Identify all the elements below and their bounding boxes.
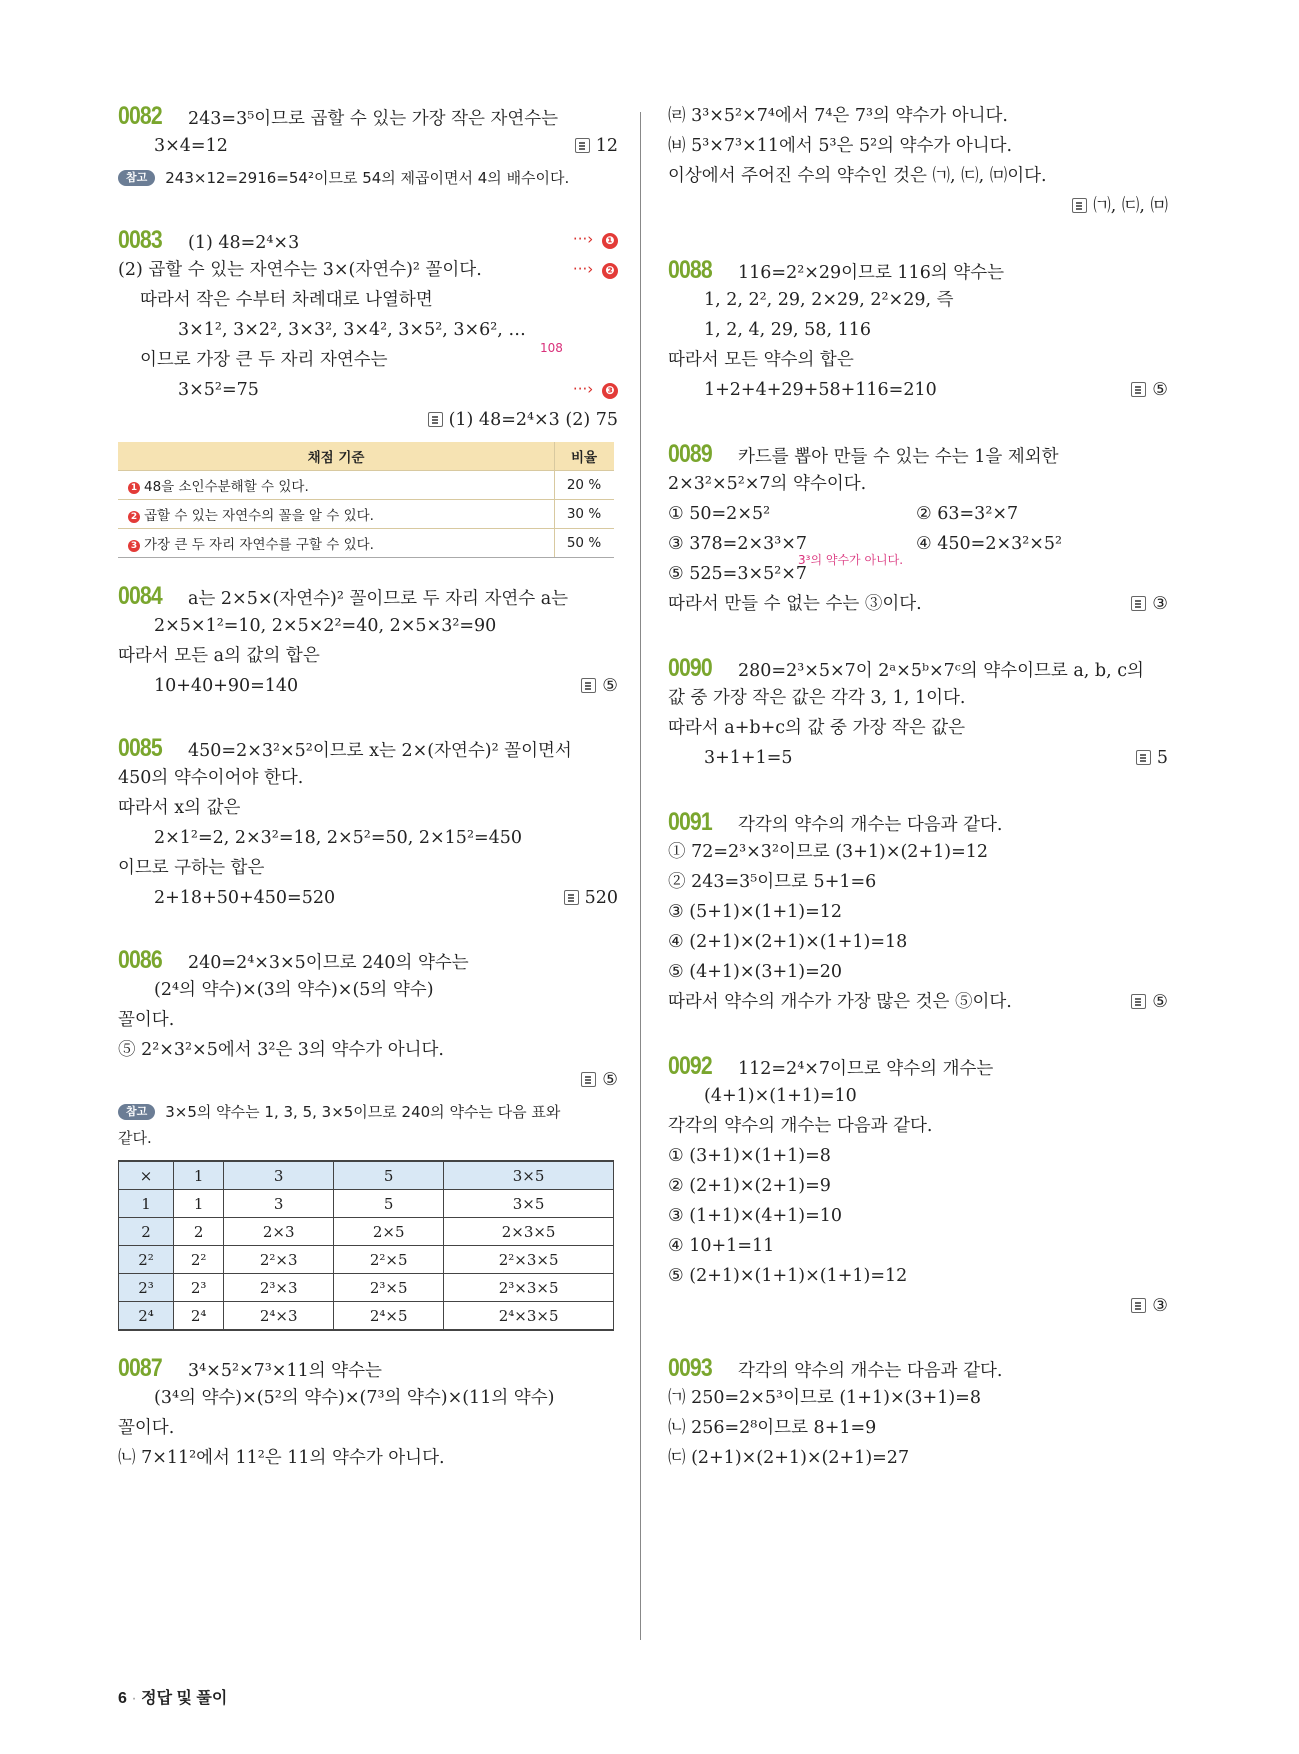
grading-table	[118, 442, 614, 558]
problem-0093-line4: ㈂ (2+1)×(2+1)×(2+1)=27	[668, 1448, 910, 1468]
problem-0090-line3: 따라서 a+b+c의 값 중 가장 작은 값은	[668, 718, 965, 738]
problem-0088-line2: 1, 2, 2², 29, 2×29, 2²×29, 즉	[704, 290, 954, 310]
option-5: ⑤ 525=3×5²×7	[668, 564, 808, 584]
answer-0083	[428, 408, 618, 432]
table-cell: 2×3	[224, 1218, 334, 1246]
table-cell: 2⁴	[174, 1302, 224, 1331]
mark-circle: ❶	[602, 233, 618, 249]
answer-icon	[1131, 382, 1146, 397]
grading-row	[118, 471, 614, 500]
answer-0090	[1136, 746, 1168, 770]
problem-0083-line6: 3×5²=75	[178, 380, 259, 400]
mark-circle: ❸	[602, 383, 618, 399]
text: 240=2⁴×3×5이므로 240의 약수는	[188, 953, 469, 973]
answer-0089	[1131, 592, 1168, 616]
answer-icon	[1131, 994, 1146, 1009]
problem-0087-cont-line1: ㈃ 3³×5²×7⁴에서 7⁴은 7³의 약수가 아니다.	[668, 106, 1008, 126]
problem-0093-line2: ㈀ 250=2×5³이므로 (1+1)×(3+1)=8	[668, 1388, 981, 1408]
footer-title: 정답 및 풀이	[141, 1690, 228, 1707]
answer-icon	[1131, 596, 1146, 611]
answer-icon	[575, 138, 590, 153]
answer-0085	[564, 886, 618, 910]
separator-dot: ·	[131, 1690, 137, 1707]
problem-0092-line4: ① (3+1)×(1+1)=8	[668, 1146, 831, 1166]
problem-0085-line4: 2×1²=2, 2×3²=18, 2×5²=50, 2×15²=450	[154, 828, 523, 848]
problem-0092-line2: (4+1)×(1+1)=10	[704, 1086, 857, 1106]
table-cell: 2³×5	[334, 1274, 444, 1302]
note-text: 243×12=2916=54²이므로 54의 제곱이면서 4의 배수이다.	[165, 169, 570, 187]
answer-text: 12	[595, 136, 618, 156]
table-cell: 2²×3×5	[444, 1246, 614, 1274]
answer-0088	[1131, 378, 1168, 402]
problem-0086-line2: (2⁴의 약수)×(3의 약수)×(5의 약수)	[154, 980, 434, 1000]
answer-text: ③	[1152, 594, 1168, 614]
text: 450=2×3²×5²이므로 x는 2×(자연수)² 꼴이면서	[188, 741, 572, 761]
table-cell: 1	[119, 1190, 174, 1218]
mark-circle: ❷	[602, 263, 618, 279]
table-cell: 2³	[119, 1274, 174, 1302]
problem-number: 0087	[118, 1354, 162, 1382]
problem-0087-line2: (3⁴의 약수)×(5²의 약수)×(7³의 약수)×(11의 약수)	[154, 1388, 555, 1408]
table-cell: 2²	[174, 1246, 224, 1274]
table-cell: 3	[224, 1190, 334, 1218]
table-cell: 2×3×5	[444, 1218, 614, 1246]
problem-0083-line1	[118, 228, 299, 255]
problem-0087-line3: 꼴이다.	[118, 1418, 175, 1438]
answer-text: (1) 48=2⁴×3 (2) 75	[448, 410, 618, 430]
problem-0092-line6: ③ (1+1)×(4+1)=10	[668, 1206, 843, 1226]
answer-icon	[1136, 750, 1151, 765]
problem-number: 0083	[118, 226, 162, 254]
problem-0085-line6: 2+18+50+450=520	[154, 888, 336, 908]
table-row	[119, 1190, 614, 1218]
problem-0092-line5: ② (2+1)×(2+1)=9	[668, 1176, 831, 1196]
problem-number: 0088	[668, 256, 712, 284]
problem-0085-line3: 따라서 x의 값은	[118, 798, 241, 818]
table-cell: ×	[119, 1161, 174, 1190]
option-1: ① 50=2×5²	[668, 504, 771, 524]
note-0086-line2: 같다.	[118, 1129, 152, 1147]
note-0086-line1	[118, 1100, 560, 1124]
problem-0091-line2: ① 72=2³×3²이므로 (3+1)×(2+1)=12	[668, 842, 988, 862]
divisor-table	[118, 1160, 614, 1331]
table-row	[119, 1246, 614, 1274]
option-3-note: 3³의 약수가 아니다.	[798, 553, 904, 567]
problem-0090-line1	[668, 656, 1144, 683]
problem-0089-line3: 따라서 만들 수 없는 수는 ③이다.	[668, 594, 922, 614]
answer-0092	[1131, 1294, 1168, 1318]
problem-0085-line1	[118, 736, 572, 763]
problem-0090-line4: 3+1+1=5	[704, 748, 793, 768]
problem-0089-line1	[668, 442, 1059, 469]
ratio: 30 %	[555, 500, 615, 529]
problem-0082-line2: 3×4=12	[154, 136, 228, 156]
problem-0084-line3: 따라서 모든 a의 값의 합은	[118, 646, 320, 666]
answer-0091	[1131, 990, 1168, 1014]
answer-text: ③	[1152, 1296, 1168, 1316]
score-mark-1: ···› ❶	[573, 230, 618, 249]
table-cell: 3×5	[444, 1190, 614, 1218]
ratio: 50 %	[555, 529, 615, 558]
answer-text: ⑤	[1152, 380, 1168, 400]
grading-header-criteria: 채점 기준	[118, 442, 555, 471]
answer-0087	[1072, 194, 1168, 218]
problem-0091-line6: ⑤ (4+1)×(3+1)=20	[668, 962, 843, 982]
answer-icon	[1131, 1298, 1146, 1313]
answer-0086	[581, 1068, 618, 1092]
problem-0086-line3: 꼴이다.	[118, 1010, 175, 1030]
ratio: 20 %	[555, 471, 615, 500]
text: 카드를 뽑아 만들 수 있는 수는 1을 제외한	[738, 447, 1059, 467]
table-cell: 2×5	[334, 1218, 444, 1246]
answer-text: ⑤	[1152, 992, 1168, 1012]
answer-text: ⑤	[602, 676, 618, 696]
problem-0092-line8: ⑤ (2+1)×(1+1)×(1+1)=12	[668, 1266, 908, 1286]
problem-0086-line4: ⑤ 2²×3²×5에서 3²은 3의 약수가 아니다.	[118, 1040, 444, 1060]
problem-0084-line2: 2×5×1²=10, 2×5×2²=40, 2×5×3²=90	[154, 616, 497, 636]
table-cell: 5	[334, 1190, 444, 1218]
table-header-row	[119, 1161, 614, 1190]
problem-number: 0085	[118, 734, 162, 762]
problem-0087-cont-line3: 이상에서 주어진 수의 약수인 것은 ㈀, ㈂, ㈄이다.	[668, 166, 1047, 186]
problem-number: 0089	[668, 440, 712, 468]
problem-number: 0092	[668, 1052, 712, 1080]
table-cell: 2²	[119, 1246, 174, 1274]
problem-0087-line4: ㈁ 7×11²에서 11²은 11의 약수가 아니다.	[118, 1448, 445, 1468]
problem-number: 0086	[118, 946, 162, 974]
answer-icon	[564, 890, 579, 905]
problem-0092-line1	[668, 1054, 993, 1081]
table-cell: 5	[334, 1161, 444, 1190]
problem-0087-cont-line2: ㈅ 5³×7³×11에서 5³은 5²의 약수가 아니다.	[668, 136, 1013, 156]
table-cell: 2²×5	[334, 1246, 444, 1274]
problem-0092-line3: 각각의 약수의 개수는 다음과 같다.	[668, 1116, 933, 1136]
answer-icon	[581, 678, 596, 693]
problem-0086-line1	[118, 948, 469, 975]
answer-0084	[581, 674, 618, 698]
column-divider	[640, 112, 641, 1640]
table-cell: 2⁴×3×5	[444, 1302, 614, 1331]
problem-0091-line3: ② 243=3⁵이므로 5+1=6	[668, 872, 877, 892]
problem-0083-line3: 따라서 작은 수부터 차례대로 나열하면	[140, 290, 433, 310]
problem-0088-line5: 1+2+4+29+58+116=210	[704, 380, 937, 400]
criteria-text: 곱할 수 있는 자연수의 꼴을 알 수 있다.	[144, 508, 374, 524]
answer-icon	[428, 412, 443, 427]
answer-0082	[575, 134, 618, 158]
note-text: 3×5의 약수는 1, 3, 5, 3×5이므로 240의 약수는 다음 표와	[165, 1103, 561, 1121]
problem-0087-line1	[118, 1356, 382, 1383]
criteria-text: 48을 소인수분해할 수 있다.	[144, 479, 309, 495]
table-cell: 2	[174, 1218, 224, 1246]
text: 112=2⁴×7이므로 약수의 개수는	[738, 1059, 994, 1079]
problem-0084-line4: 10+40+90=140	[154, 676, 299, 696]
problem-number: 0091	[668, 808, 712, 836]
mark-circle: 3	[128, 540, 140, 552]
problem-0093-line1	[668, 1356, 1002, 1383]
problem-0083-line2: (2) 곱할 수 있는 자연수는 3×(자연수)² 꼴이다.	[118, 260, 482, 280]
problem-0091-line4: ③ (5+1)×(1+1)=12	[668, 902, 843, 922]
page-number: 6	[118, 1690, 127, 1707]
text: 각각의 약수의 개수는 다음과 같다.	[738, 815, 1003, 835]
score-mark-3: ···› ❸	[573, 380, 618, 399]
table-row	[119, 1218, 614, 1246]
option-3: ③ 378=2×3³×7	[668, 534, 808, 554]
problem-0083-line5: 이므로 가장 큰 두 자리 자연수는	[140, 350, 388, 370]
mark-circle: 1	[128, 482, 140, 494]
text: 116=2²×29이므로 116의 약수는	[738, 263, 1005, 283]
text: (1) 48=2⁴×3	[188, 233, 300, 253]
problem-0093-line3: ㈁ 256=2⁸이므로 8+1=9	[668, 1418, 877, 1438]
text: 280=2³×5×7이 2ᵃ×5ᵇ×7ᶜ의 약수이므로 a, b, c의	[738, 661, 1144, 681]
problem-0088-line1	[668, 258, 1004, 285]
table-cell: 2	[119, 1218, 174, 1246]
note-0082	[118, 166, 569, 190]
answer-text: ⑤	[602, 1070, 618, 1090]
underbrace-note: 108	[540, 341, 563, 355]
problem-0088-line3: 1, 2, 4, 29, 58, 116	[704, 320, 871, 340]
answer-text: 5	[1156, 748, 1168, 768]
text: 3⁴×5²×7³×11의 약수는	[188, 1361, 382, 1381]
table-cell: 2⁴×5	[334, 1302, 444, 1331]
answer-icon	[1072, 198, 1087, 213]
grading-row	[118, 529, 614, 558]
table-cell: 1	[174, 1161, 224, 1190]
problem-0092-line7: ④ 10+1=11	[668, 1236, 775, 1256]
table-cell: 3	[224, 1161, 334, 1190]
problem-number: 0084	[118, 582, 162, 610]
table-cell: 2³×3	[224, 1274, 334, 1302]
problem-0089-line2: 2×3²×5²×7의 약수이다.	[668, 474, 867, 494]
mark-circle: 2	[128, 511, 140, 523]
table-row	[119, 1302, 614, 1331]
table-cell: 1	[174, 1190, 224, 1218]
problem-0090-line2: 값 중 가장 작은 값은 각각 3, 1, 1이다.	[668, 688, 966, 708]
grading-header-ratio: 비율	[555, 442, 615, 471]
problem-0082-line1	[118, 104, 558, 131]
page-footer	[118, 1685, 227, 1708]
table-cell: 2²×3	[224, 1246, 334, 1274]
problem-0091-line7: 따라서 약수의 개수가 가장 많은 것은 ⑤이다.	[668, 992, 1012, 1012]
problem-0083-line4: 3×1², 3×2², 3×3², 3×4², 3×5², 3×6², …	[178, 320, 526, 340]
problem-number: 0082	[118, 102, 162, 130]
note-badge: 참고	[118, 170, 155, 186]
answer-text: ㈀, ㈂, ㈄	[1093, 196, 1168, 216]
option-2: ② 63=3²×7	[916, 504, 1019, 524]
table-row	[119, 1274, 614, 1302]
problem-number: 0090	[668, 654, 712, 682]
problem-0088-line4: 따라서 모든 약수의 합은	[668, 350, 854, 370]
grading-row	[118, 500, 614, 529]
problem-0085-line5: 이므로 구하는 합은	[118, 858, 265, 878]
text: 각각의 약수의 개수는 다음과 같다.	[738, 1361, 1003, 1381]
problem-0084-line1	[118, 584, 568, 611]
text: 243=3⁵이므로 곱할 수 있는 가장 작은 자연수는	[188, 109, 559, 129]
table-cell: 3×5	[444, 1161, 614, 1190]
score-mark-2: ···› ❷	[573, 260, 618, 279]
problem-0091-line1	[668, 810, 1002, 837]
answer-icon	[581, 1072, 596, 1087]
answer-text: 520	[584, 888, 618, 908]
text: a는 2×5×(자연수)² 꼴이므로 두 자리 자연수 a는	[188, 589, 569, 609]
table-cell: 2⁴	[119, 1302, 174, 1331]
problem-0091-line5: ④ (2+1)×(2+1)×(1+1)=18	[668, 932, 908, 952]
note-badge: 참고	[118, 1104, 155, 1120]
problem-number: 0093	[668, 1354, 712, 1382]
table-cell: 2³	[174, 1274, 224, 1302]
table-cell: 2⁴×3	[224, 1302, 334, 1331]
table-cell: 2³×3×5	[444, 1274, 614, 1302]
option-4: ④ 450=2×3²×5²	[916, 534, 1063, 554]
criteria-text: 가장 큰 두 자리 자연수를 구할 수 있다.	[144, 537, 374, 553]
problem-0085-line2: 450의 약수이어야 한다.	[118, 768, 304, 788]
